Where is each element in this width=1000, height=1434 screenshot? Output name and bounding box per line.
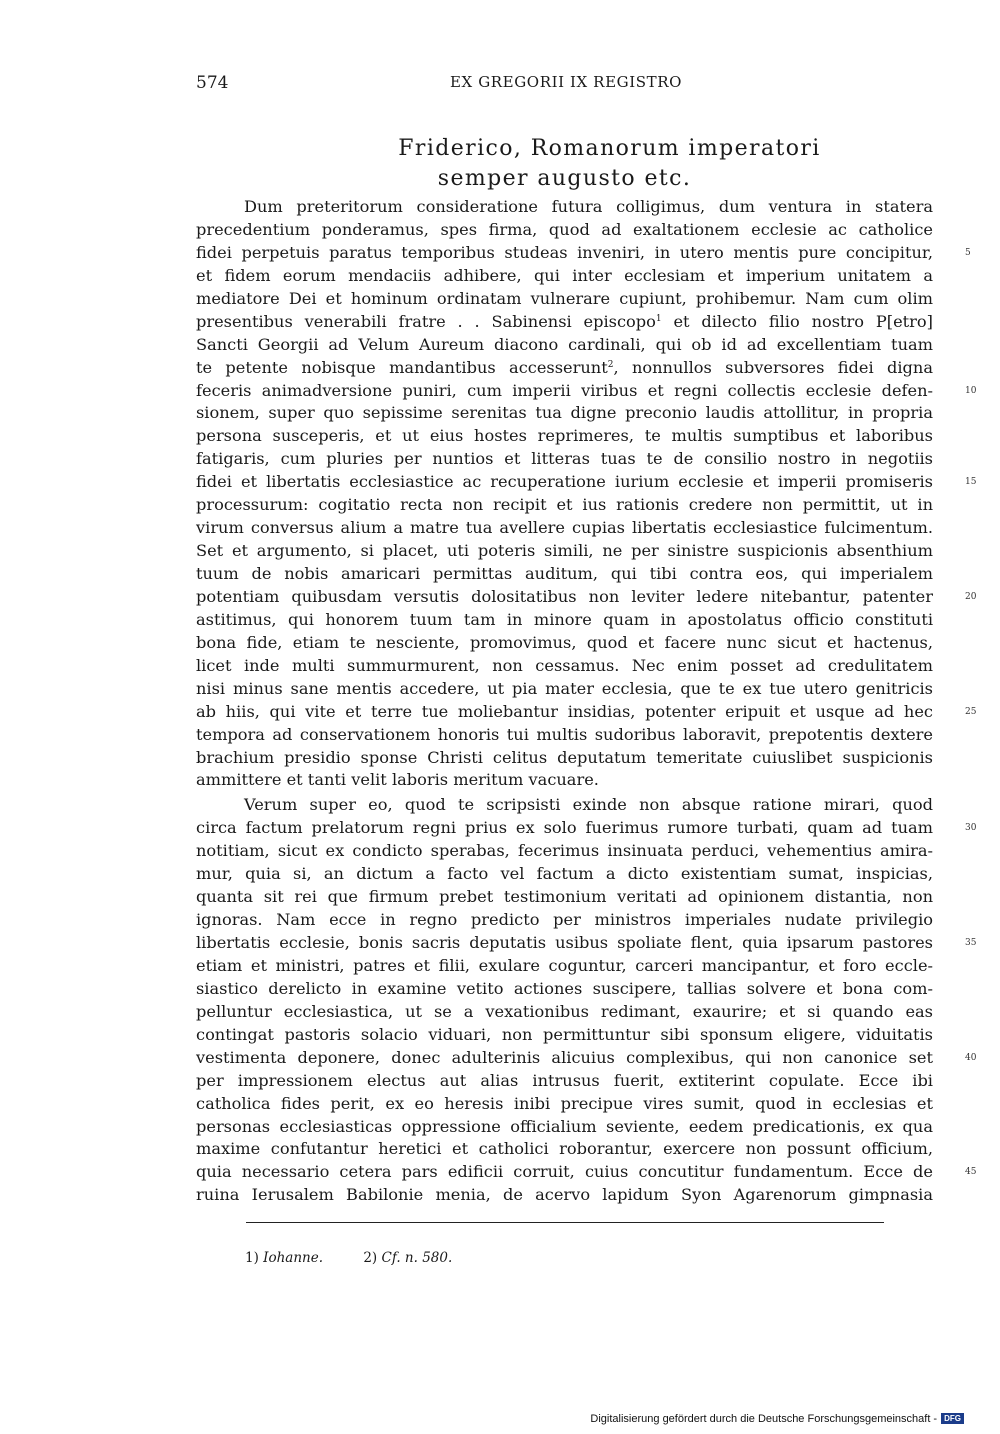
text-line: presentibus venerabili fratre . . Sabinensi episcopo$^1$ et dilecto filio nostro P[etro]	[196, 311, 933, 331]
page-header	[196, 73, 933, 97]
text-line: brachium presidio sponse Christi celitus deputatum temeritate cuiuslibet suspicionis	[196, 747, 933, 767]
text-line: nisi minus sane mentis accedere, ut pia mater ecclesia, que te ex tue utero genitricis	[196, 678, 933, 698]
text-line: Set et argumento, si placet, uti poteris simili, ne per sinistre suspicionis absenthium	[196, 541, 933, 561]
digitization-credit	[590, 1413, 964, 1425]
text-line: Dum preteritorum consideratione futura colligimus, dum ventura in statera	[244, 197, 933, 216]
text-line: personas ecclesiasticas oppressione officialium seviente, eedem predicationis, ex qua	[196, 1116, 933, 1136]
text-line: pelluntur ecclesiastica, ut se a vexationibus redimant, exaurire; et si quando eas	[196, 1001, 933, 1021]
line-number: 35	[965, 938, 977, 948]
text-line: mur, quia si, an dictum a facto vel factum a dicto existentiam sumat, inspicias,	[196, 864, 933, 884]
text-line: Verum super eo, quod te scripsisti exinde non absque ratione mirari, quod	[244, 795, 933, 815]
text-line: quanta sit rei que firmum prebet testimonium veritati ad opinionem distantia, non	[196, 887, 933, 907]
line-number: 30	[965, 823, 977, 834]
title-line-2: semper augusto etc.	[437, 166, 692, 191]
text-line: ignoras. Nam ecce in regno predicto per ministros imperiales nudate privilegio	[196, 910, 933, 930]
line-number: 45	[965, 1167, 977, 1178]
page-number: 574	[196, 73, 229, 93]
text-line: quia necessario cetera pars edificii corruit, cuius concutitur fundamentum. Ecce de 45	[196, 1161, 933, 1184]
text-line: potentiam quibusdam versutis dolositatibus non leviter ledere nitebantur, patenter 20	[196, 586, 933, 609]
title-line-1: Friderico, Romanorum imperatori	[398, 136, 821, 161]
line-number: 40	[965, 1052, 977, 1063]
text-line: astitimus, qui honorem tuum tam in minore quam in apostolatus officio constituti	[196, 609, 933, 629]
text-line: siastico derelicto in examine vetito actiones suscipere, tallias solvere et bona com-	[196, 978, 933, 998]
text-line: tuum de nobis amaricari permittas auditum, qui tibi contra eos, qui imperialem	[196, 564, 933, 583]
footnote-1: 1) Iohanne.	[245, 1250, 324, 1266]
footnote-mark: 1	[655, 313, 662, 324]
text-line: bona fide, etiam te nesciente, promovimus, quod et facere nunc sicut et hactenus,	[196, 632, 933, 652]
footnote-mark: 2	[607, 359, 614, 370]
text-line: persona susceperis, et ut eius hostes reprimeres, te multis sumptibus et laboribus	[196, 426, 933, 446]
letter-title	[196, 134, 933, 194]
dfg-logo: DFG	[941, 1413, 964, 1424]
running-title: EX GREGORII IX REGISTRO	[450, 73, 683, 91]
text-line: et fidem eorum mendaciis adhibere, qui inter ecclesiam et imperium unitatem a	[196, 265, 933, 285]
credit-text: Digitalisierung gefördert durch die Deutsche Forschungsgemeinschaft -	[590, 1413, 938, 1425]
text-line: circa factum prelatorum regni prius ex solo fuerimus rumore turbati, quam ad tuam 30	[196, 817, 933, 840]
text-line: Sancti Georgii ad Velum Aureum diacono cardinali, qui ob id ad excellentiam tuam	[196, 334, 933, 354]
line-number: 25	[965, 706, 977, 717]
text-line: libertatis ecclesie, bonis sacris deputatis usibus spoliate flent, quia ipsarum pastores 35	[196, 932, 933, 955]
text-line: fatigaris, cum pluries per nuntios et litteras tuas te de consilio nostro in negotiis	[196, 449, 933, 469]
text-line: precedentium ponderamus, spes firma, quod ad exaltationem ecclesie ac catholice	[196, 219, 933, 239]
footnotes	[245, 1250, 488, 1266]
text-line: processurum: cogitatio recta non recipit et ius rationis credere non permittit, ut in	[196, 495, 933, 515]
line-number: 20	[965, 591, 977, 602]
line-number: 5	[965, 247, 971, 258]
text-line: contingat pastoris solacio viduari, non permittuntur sibi sponsum eligere, viduitatis	[196, 1024, 933, 1044]
footnote-divider	[246, 1222, 884, 1223]
text-line: ab hiis, qui vite et terre tue moliebantur insidias, potenter eripuit et usque ad hec 25	[196, 701, 933, 724]
line-number: 15	[965, 477, 977, 488]
footnote-2: 2) Cf. n. 580.	[363, 1250, 453, 1266]
text-line: vestimenta deponere, donec adulterinis alicuius complexibus, qui non canonice set 40	[196, 1047, 933, 1070]
text-line: feceris animadversione puniri, cum imperii viribus et regni collectis ecclesie defen- 10	[196, 380, 933, 403]
text-line: ammittere et tanti velit laboris meritum vacuare.	[196, 770, 599, 790]
line-number: 10	[965, 385, 977, 396]
text-line: etiam et ministri, patres et filii, exulare coguntur, carceri mancipantur, et foro eccle-	[196, 955, 933, 975]
text-line: fidei et libertatis ecclesiastice ac recuperatione iurium ecclesie et imperii promiseris 15	[196, 471, 933, 494]
text-line: maxime confutantur heretici et catholici roborantur, exercere non possunt officium,	[196, 1139, 933, 1159]
text-line: sionem, super quo sepissime serenitas tua digne preconio laudis attollitur, in propria	[196, 403, 933, 423]
text-line: notitiam, sicut ex condicto sperabas, fecerimus insinuata perduci, vehementius amira-	[196, 841, 933, 861]
text-line: tempora ad conservationem honoris tui multis sudoribus laboravit, prepotentis dextere	[196, 724, 933, 744]
text-line: mediatore Dei et hominum ordinatam vulnerare cupiunt, prohibemur. Nam cum olim	[196, 288, 933, 308]
text-line: licet inde multi summurmurent, non cessamus. Nec enim posset ad credulitatem	[196, 655, 933, 675]
body-text	[196, 196, 977, 1207]
text-line: virum conversus alium a matre tua avellere cupias libertatis ecclesiastice fulcimentum.	[196, 518, 933, 538]
text-line: catholica fides perit, ex eo heresis inibi precipue vires sumit, quod in ecclesias et	[196, 1093, 933, 1113]
text-line: per impressionem electus aut alias intrusus fuerit, extiterint copulate. Ecce ibi	[196, 1070, 933, 1090]
text-line: fidei perpetuis paratus temporibus studeas inveniri, in utero mentis pure concipitur, 5	[196, 242, 933, 265]
text-line: ruina Ierusalem Babilonie menia, de acervo lapidum Syon Agarenorum gimpnasia	[196, 1185, 933, 1205]
text-line: te petente nobisque mandantibus accesserunt$^2$, nonnullos subversores fidei digna	[196, 357, 933, 377]
